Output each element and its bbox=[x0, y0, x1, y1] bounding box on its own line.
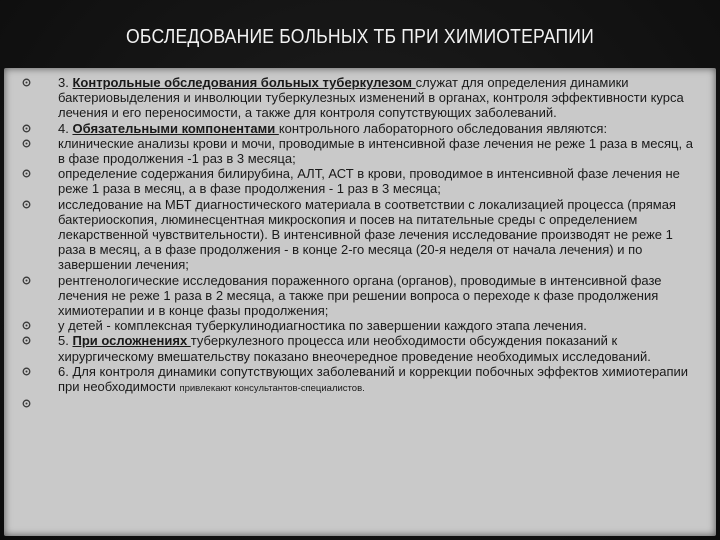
hollow-circle-bullet-icon bbox=[22, 321, 31, 330]
list-item bbox=[22, 273, 698, 319]
hollow-circle-bullet-icon bbox=[22, 399, 31, 408]
hollow-circle-bullet-icon bbox=[22, 276, 31, 285]
item-emphasis: Контрольные обследования больных туберкулезом bbox=[72, 75, 416, 90]
item-text: определение содержания билирубина, АЛТ, АСТ в крови, проводимое в интенсивной фазе лечения не реже 1 раза в месяц, а в фазе продолжения - 1 раз в 3 месяца; bbox=[58, 166, 680, 197]
list-item bbox=[22, 121, 698, 136]
item-emphasis: При осложнениях bbox=[72, 333, 191, 349]
item-text: Для контроля динамики сопутствующих заболеваний и коррекции побочных эффектов химиотерапии при необходимости bbox=[58, 363, 689, 395]
list-item bbox=[22, 136, 698, 166]
hollow-circle-bullet-icon bbox=[22, 169, 31, 178]
hollow-circle-bullet-icon bbox=[22, 336, 31, 345]
item-emphasis: Обязательными компонентами bbox=[72, 120, 279, 136]
item-text: контрольного лабораторного обследования являются: bbox=[278, 120, 608, 136]
list-item bbox=[22, 166, 698, 196]
hollow-circle-bullet-icon bbox=[22, 367, 31, 376]
list-item bbox=[22, 197, 698, 273]
slide-title: ОБСЛЕДОВАНИЕ БОЛЬНЫХ ТБ ПРИ ХИМИОТЕРАПИИ bbox=[126, 26, 594, 48]
item-small-text: привлекают консультантов-специалистов. bbox=[179, 383, 365, 395]
item-number: 5. bbox=[58, 333, 73, 349]
list-item bbox=[22, 333, 698, 363]
hollow-circle-bullet-icon bbox=[22, 200, 31, 209]
item-number: 6. bbox=[58, 363, 73, 379]
list-item bbox=[22, 75, 698, 121]
item-number: 3. bbox=[58, 75, 73, 90]
hollow-circle-bullet-icon bbox=[22, 124, 31, 133]
hollow-circle-bullet-icon bbox=[22, 78, 31, 87]
hollow-circle-bullet-icon bbox=[22, 139, 31, 148]
bullet-list bbox=[22, 75, 698, 396]
list-item bbox=[22, 364, 698, 396]
item-number: 4. bbox=[58, 120, 73, 136]
item-text: у детей - комплексная туберкулинодиагностика по завершении каждого этапа лечения. bbox=[58, 318, 587, 334]
item-text: туберкулезного процесса или необходимости обсуждения показаний к хирургическому вмешательству показано внеочередное проведение необходимых исследований. bbox=[58, 333, 651, 364]
item-text: исследование на МБТ диагностического материала в соответствии с локализацией процесса (прямая бактериоскопия, люминесцентная микроскопия и посев на питательные среды с определением лекарственной чувствительности). В интенсивной фазе лечения исследование производят не реже 1 раза в месяц, а в фазе продолжения - в конце 2-го месяца (20-я неделя от начала лечения) и по завершении лечения; bbox=[58, 196, 676, 273]
item-text: рентгенологические исследования пораженного органа (органов), проводимые в интенсивной фазе лечения не реже 1 раза в 2 месяца, а также при решении вопроса о переходе к фазе продолжения химиотерапии и в конце фазы продолжения; bbox=[58, 272, 662, 319]
item-text: служат для определения динамики бактериовыделения и инволюции туберкулезных изменений в органах, контроля эффективности курса лечения и его переносимости, а также для контроля сопутствующих заболеваний. bbox=[58, 75, 684, 121]
list-item bbox=[22, 318, 698, 333]
item-text: клинические анализы крови и мочи, проводимые в интенсивной фазе лечения не реже 1 раза в месяц, а в фазе продолжения -1 раз в 3 месяца; bbox=[58, 135, 693, 167]
